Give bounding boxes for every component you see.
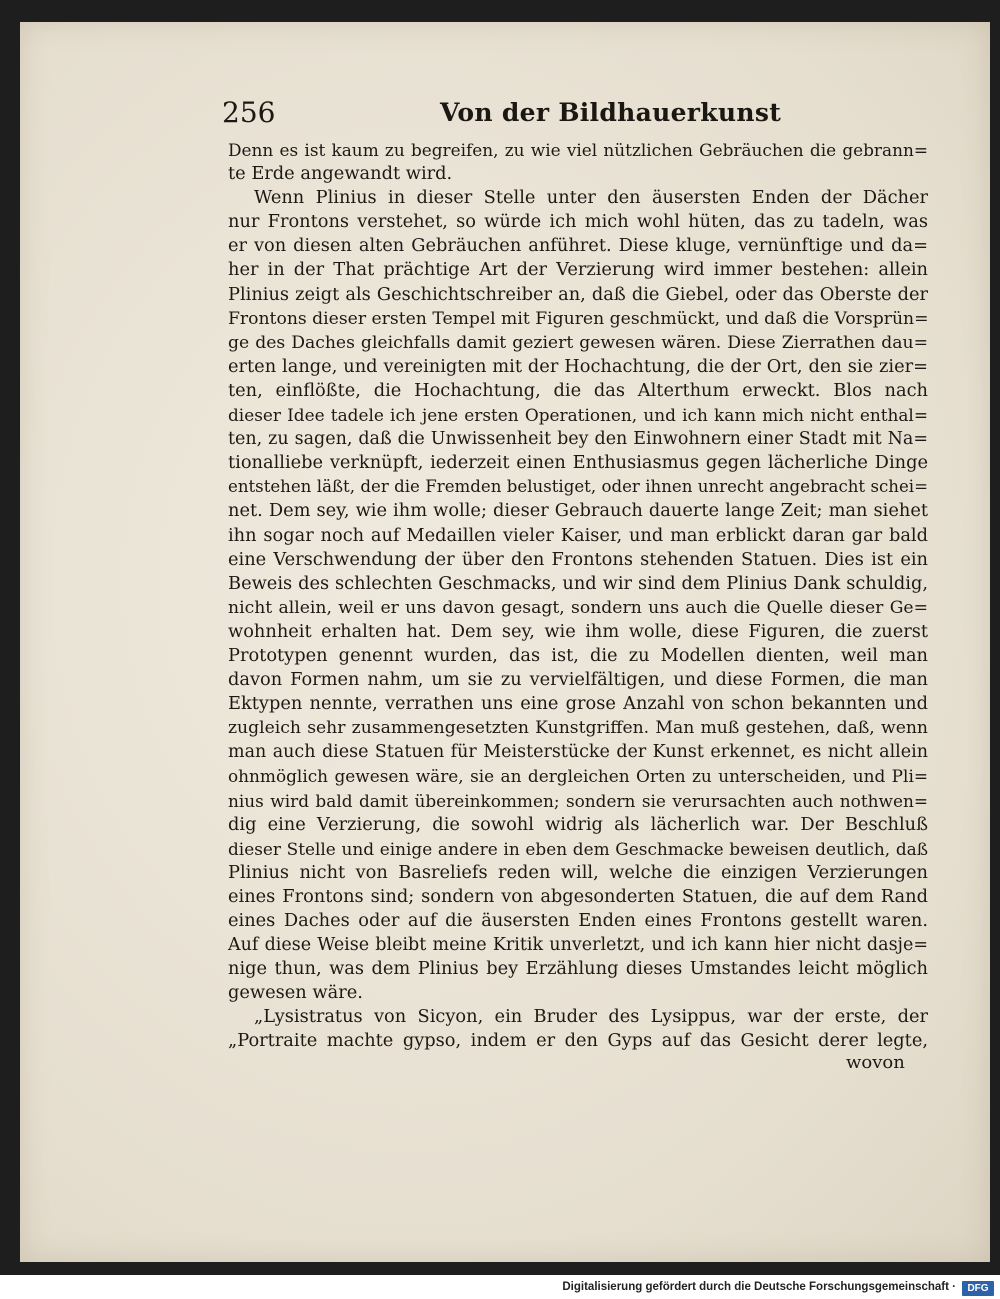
text-line: nige thun, was dem Plinius bey Erzählung dieses Umstandes leicht möglich xyxy=(228,958,928,980)
text-line: „Lysistratus von Sicyon, ein Bruder des Lysippus, war der erste, der xyxy=(254,1006,928,1028)
text-line: eines Frontons sind; sondern von abgesonderten Statuen, die auf dem Rand xyxy=(228,885,928,907)
text-line: nicht allein, weil er uns davon gesagt, sondern uns auch die Quelle dieser Ge= xyxy=(228,597,928,618)
text-line: Prototypen genennt wurden, das ist, die zu Modellen dienten, weil man xyxy=(228,644,928,666)
digitization-footer xyxy=(0,1280,1000,1299)
text-line: ohnmöglich gewesen wäre, sie an dergleichen Orten zu unterscheiden, und Pli= xyxy=(228,766,928,787)
text-line: te Erde angewandt wird. xyxy=(228,163,453,185)
text-line: entstehen läßt, der die Fremden belustiget, oder ihnen unrecht angebracht schei= xyxy=(228,477,928,497)
funding-credit: Digitalisierung gefördert durch die Deutsche Forschungsgemeinschaft · xyxy=(562,1281,956,1293)
text-line: davon Formen nahm, um sie zu vervielfältigen, und diese Formen, die man xyxy=(228,669,928,691)
text-line: ten, einflößte, die Hochachtung, die das Alterthum erweckt. Blos nach xyxy=(228,379,928,401)
text-line: net. Dem sey, wie ihm wolle; dieser Gebrauch dauerte lange Zeit; man siehet xyxy=(228,500,928,522)
page-header xyxy=(222,96,922,136)
text-line: dig eine Verzierung, die sowohl widrig als lächerlich war. Der Beschluß xyxy=(228,813,928,835)
text-line: Wenn Plinius in dieser Stelle unter den äusersten Enden der Dächer xyxy=(254,187,928,209)
text-line: zugleich sehr zusammengesetzten Kunstgriffen. Man muß gestehen, daß, wenn xyxy=(228,718,928,739)
text-line: Plinius nicht von Basreliefs reden will, welche die einzigen Verzierungen xyxy=(228,861,928,883)
text-line: Ektypen nennte, verrathen uns eine grose Anzahl von schon bekannten und xyxy=(228,693,928,715)
text-line: gewesen wäre. xyxy=(228,982,363,1004)
text-line: wohnheit erhalten hat. Dem sey, wie ihm wolle, diese Figuren, die zuerst xyxy=(228,620,928,642)
page-number: 256 xyxy=(222,96,276,129)
running-title: Von der Bildhauerkunst xyxy=(440,98,782,127)
text-line: erten lange, und vereinigten mit der Hochachtung, die der Ort, den sie zier= xyxy=(228,355,928,377)
text-line: er von diesen alten Gebräuchen anführet. Diese kluge, vernünftige und da= xyxy=(228,235,928,257)
catchword: wovon xyxy=(846,1052,905,1073)
body-text xyxy=(228,138,928,1054)
text-line: nius wird bald damit übereinkommen; sondern sie verursachten auch nothwen= xyxy=(228,790,928,811)
text-line: her in der That prächtige Art der Verzierung wird immer bestehen: allein xyxy=(228,259,928,281)
text-line: Plinius zeigt als Geschichtschreiber an, daß die Giebel, oder das Oberste der xyxy=(228,283,928,305)
text-line: Beweis des schlechten Geschmacks, und wir sind dem Plinius Dank schuldig, xyxy=(228,572,928,594)
text-line: „Portraite machte gypso, indem er den Gyps auf das Gesicht derer legte, xyxy=(228,1030,928,1052)
text-line: eine Verschwendung der über den Frontons stehenden Statuen. Dies ist ein xyxy=(228,548,928,570)
text-line: Denn es ist kaum zu begreifen, zu wie viel nützlichen Gebräuchen die gebrann= xyxy=(228,140,928,160)
text-line: ihn sogar noch auf Medaillen vieler Kaiser, und man erblickt daran gar bald xyxy=(228,524,928,546)
text-line: dieser Idee tadele ich jene ersten Operationen, und ich kann mich nicht enthal= xyxy=(228,405,928,426)
text-line: eines Daches oder auf die äusersten Enden eines Frontons gestellt waren. xyxy=(228,910,928,931)
text-line: tionalliebe verknüpft, iederzeit einen Enthusiasmus gegen lächerliche Dinge xyxy=(228,452,928,474)
text-line: Frontons dieser ersten Tempel mit Figuren geschmückt, und daß die Vorsprün= xyxy=(228,308,929,329)
dfg-logo: DFG xyxy=(962,1281,994,1296)
text-line: nur Frontons verstehet, so würde ich mich wohl hüten, das zu tadeln, was xyxy=(228,211,928,233)
text-line: ge des Daches gleichfalls damit geziert gewesen wären. Diese Zierrathen dau= xyxy=(228,332,928,353)
text-line: dieser Stelle und einige andere in eben dem Geschmacke beweisen deutlich, daß xyxy=(228,838,928,859)
text-line: man auch diese Statuen für Meisterstücke der Kunst erkennet, es nicht allein xyxy=(228,742,928,763)
text-line: Auf diese Weise bleibt meine Kritik unverletzt, und ich kann hier nicht dasje= xyxy=(228,935,928,956)
text-line: ten, zu sagen, daß die Unwissenheit bey den Einwohnern einer Stadt mit Na= xyxy=(228,429,928,450)
